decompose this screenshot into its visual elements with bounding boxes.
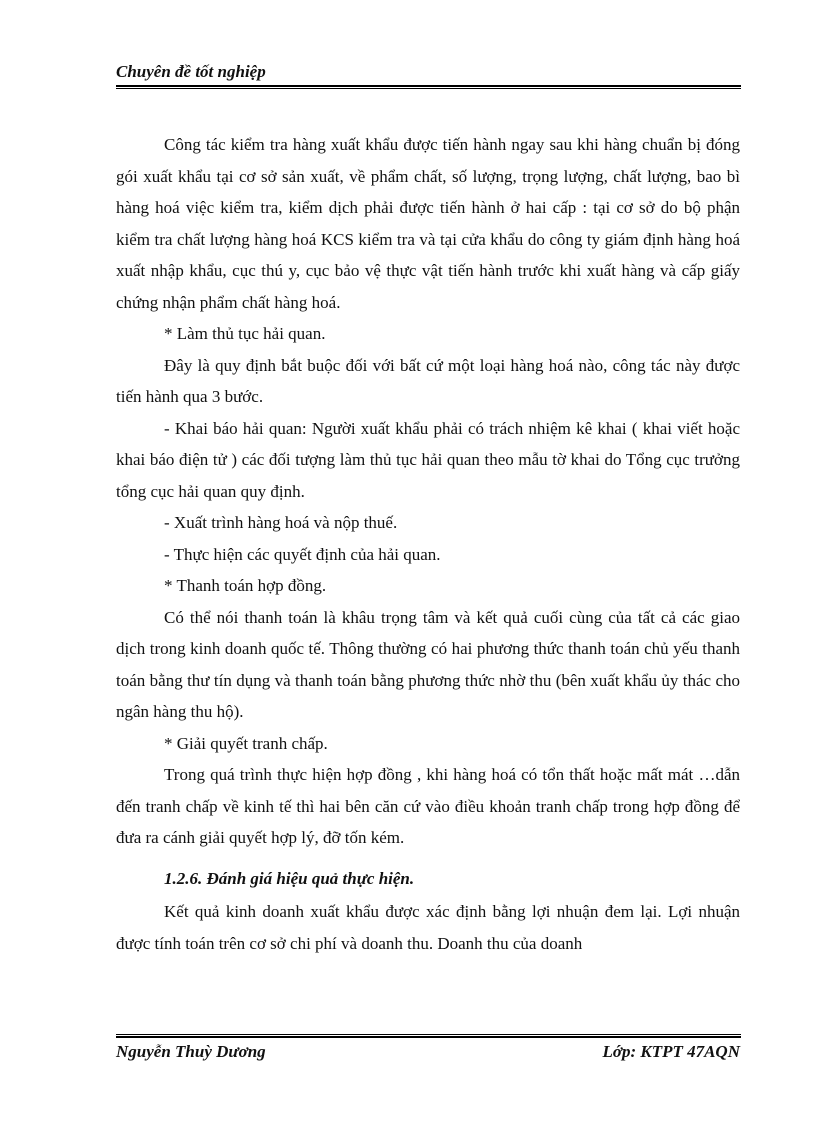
paragraph: - Khai báo hải quan: Người xuất khẩu phải có trách nhiệm kê khai ( khai viết hoặc khai báo điện tử ) các đối tượng làm thủ tục hải quan theo mẫu tờ khai do Tổng cục trưởng tổng cục hải quan quy định. [116,418,740,501]
page-header-title: Chuyên đề tốt nghiệp [116,62,266,81]
document-body [116,129,740,959]
paragraph: Kết quả kinh doanh xuất khẩu được xác định bằng lợi nhuận đem lại. Lợi nhuận được tính toán trên cơ sở chi phí và doanh thu. Doanh thu của doanh [116,902,740,953]
paragraph: - Xuất trình hàng hoá và nộp thuế. [164,513,398,532]
paragraph: * Giải quyết tranh chấp. [164,733,328,753]
footer-rule [116,1034,741,1038]
page-footer [116,1042,740,1062]
paragraph: * Làm thủ tục hải quan. [164,324,326,343]
header-rule [116,85,741,89]
paragraph: Trong quá trình thực hiện hợp đồng , khi hàng hoá có tổn thất hoặc mất mát …dẫn đến tranh chấp về kinh tế thì hai bên căn cứ vào điều khoản tranh chấp trong hợp đồng để đưa ra cánh giải quyết hợp lý, đỡ tốn kém. [116,765,740,847]
section-heading: 1.2.6. Đánh giá hiệu quả thực hiện. [164,868,415,888]
paragraph: Đây là quy định bắt buộc đối với bất cứ một loại hàng hoá nào, công tác này được tiến hành qua 3 bước. [116,355,740,406]
paragraph: Công tác kiểm tra hàng xuất khẩu được tiến hành ngay sau khi hàng chuẩn bị đóng gói xuất khẩu tại cơ sở sản xuất, về phẩm chất, số lượng, trọng lượng, chất lượng, bao bì hàng hoá việc kiểm tra, kiểm dịch phải được tiến hành ở hai cấp : tại cơ sở do bộ phận kiểm tra chất lượng hàng hoá KCS kiểm tra và tại cửa khẩu do công ty giám định hàng hoá xuất nhập khẩu, cục thú y, cục bảo vệ thực vật tiến hành trước khi xuất hàng và cấp giấy chứng nhận phẩm chất hàng hoá. [116,135,740,312]
footer-author: Nguyễn Thuỳ Dương [116,1042,266,1061]
paragraph: - Thực hiện các quyết định của hải quan. [164,544,441,564]
paragraph: Có thể nói thanh toán là khâu trọng tâm và kết quả cuối cùng của tất cả các giao dịch trong kinh doanh quốc tế. Thông thường có hai phương thức thanh toán chủ yếu thanh toán bằng thư tín dụng và thanh toán bằng phương thức nhờ thu (bên xuất khẩu ủy thác cho ngân hàng thu hộ). [116,607,740,721]
footer-class: Lớp: KTPT 47AQN [602,1042,740,1061]
paragraph: * Thanh toán hợp đồng. [164,576,327,595]
